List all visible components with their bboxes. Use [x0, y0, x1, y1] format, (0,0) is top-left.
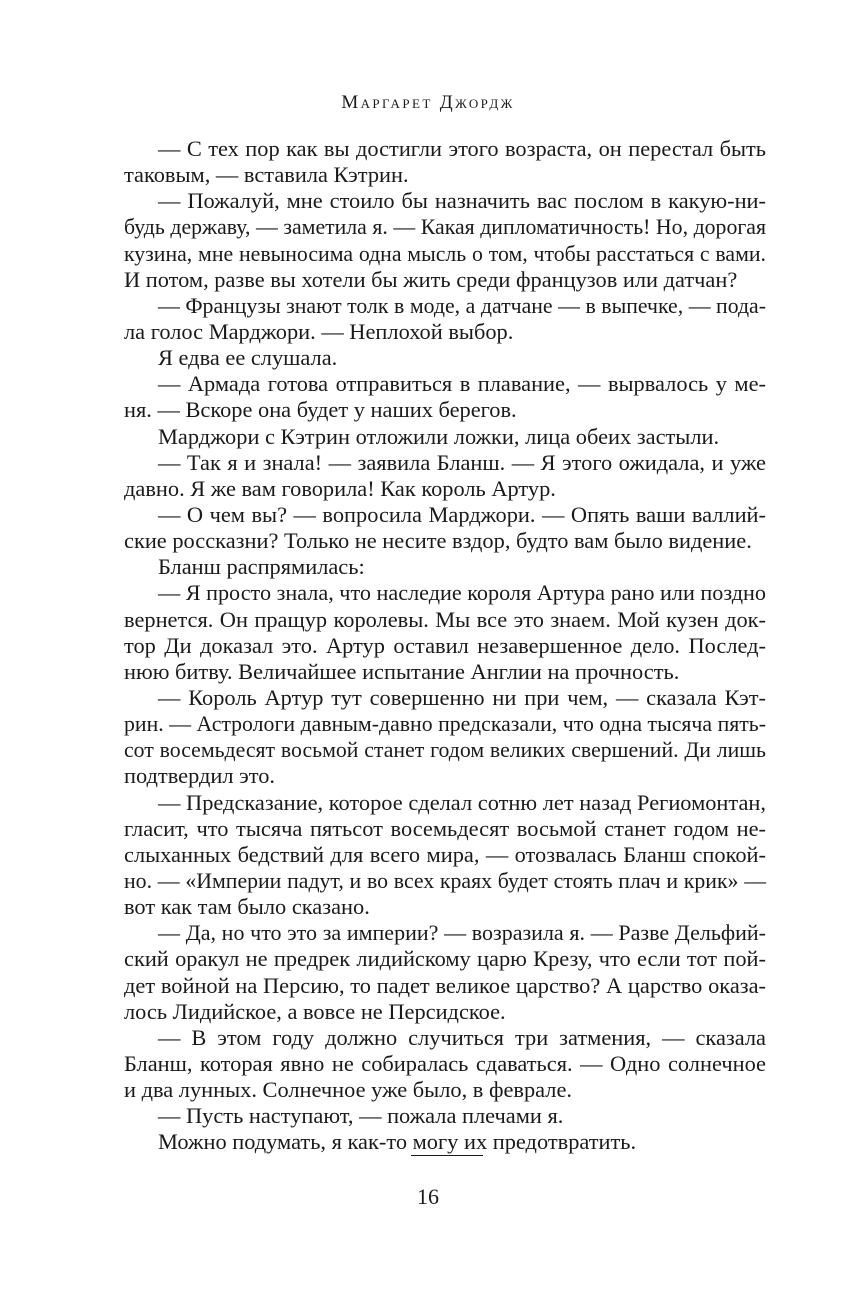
text-line: подтвердил это.	[124, 763, 276, 789]
footer-rule	[411, 1155, 483, 1156]
page-number: 16	[417, 1184, 439, 1209]
text-line: — Да, но что это за империи? — возразила я. — Разве Дельфий-	[158, 920, 766, 946]
text-line: Можно подумать, я как-то могу их предотвратить.	[158, 1129, 637, 1155]
text-line: рин. — Астрологи давным-давно предсказали, что одна тысяча пять-	[124, 712, 766, 737]
text-line: — Французы знают толк в моде, а датчане — в выпечке, — пода-	[158, 293, 766, 318]
text-line: — Пусть наступают, — пожала плечами я.	[158, 1103, 564, 1129]
text-line: — Король Артур тут совершенно ни при чем, — сказала Кэт-	[158, 684, 766, 710]
text-line: Я едва ее слушала.	[158, 345, 338, 371]
text-line: — Предсказание, которое сделал сотню лет назад Региомонтан,	[158, 789, 766, 815]
running-head: Маргарет Джордж	[341, 92, 515, 113]
text-line: — Я просто знала, что наследие короля Артура рано или поздно	[158, 580, 766, 606]
text-line: вот как там было сказано.	[124, 894, 370, 920]
text-line: Марджори с Кэтрин отложили ложки, лица обеих застыли.	[158, 423, 720, 449]
text-line: Бланш, которая явно не собиралась сдаваться. — Одно солнечное	[124, 1050, 766, 1076]
text-line: И потом, разве вы хотели бы жить среди французов или датчан?	[124, 266, 738, 292]
text-line: тор Ди доказал это. Артур оставил незавершенное дело. Послед-	[124, 632, 766, 658]
text-line: лось Лидийское, а вовсе не Персидское.	[124, 998, 506, 1024]
text-line: — Пожалуй, мне стоило бы назначить вас послом в какую-ни-	[158, 188, 766, 214]
text-line: гласит, что тысяча пятьсот восемьдесят восьмой станет годом не-	[124, 815, 766, 841]
text-line: ские россказни? Только не несите вздор, будто вам было видение.	[124, 528, 752, 554]
text-line: кузина, мне невыносима одна мысль о том, чтобы расстаться с вами.	[124, 241, 766, 266]
text-line: слыханных бедствий для всего мира, — отозвалась Бланш спокой-	[124, 841, 766, 867]
text-line: — О чем вы? — вопросила Марджори. — Опять ваши валлий-	[158, 501, 766, 527]
text-line: ский оракул не предрек лидийскому царю Крезу, что если тот пой-	[124, 946, 766, 972]
text-line: нюю битву. Величайшее испытание Англии на прочность.	[124, 658, 680, 684]
text-line: — Так я и знала! — заявила Бланш. — Я этого ожидала, и уже	[158, 449, 766, 475]
text-line: Бланш распрямилась:	[158, 554, 365, 580]
text-line: ня. — Вскоре она будет у наших берегов.	[124, 397, 517, 423]
body-text	[124, 136, 766, 1155]
text-line: ла голос Марджори. — Неплохой выбор.	[124, 318, 514, 344]
text-line: — Армада готова отправиться в плавание, — вырвалось у ме-	[158, 371, 766, 397]
text-line: давно. Я же вам говорила! Как король Артур.	[124, 475, 556, 501]
text-line: дет войной на Персию, то падет великое царство? А царство оказа-	[124, 972, 766, 998]
text-line: — В этом году должно случиться три затмения, — сказала	[158, 1024, 766, 1050]
text-line: таковым, — вставила Кэтрин.	[124, 162, 409, 188]
text-line: — С тех пор как вы достигли этого возраста, он перестал быть	[158, 136, 766, 161]
text-line: и два лунных. Солнечное уже было, в феврале.	[124, 1077, 573, 1103]
text-line: но. — «Империи падут, и во всех краях будет стоять плач и крик» —	[124, 868, 766, 893]
text-line: вернется. Он пращур королевы. Мы все это знаем. Мой кузен док-	[124, 606, 766, 632]
text-line: сот восемьдесят восьмой станет годом великих свершений. Ди лишь	[124, 738, 766, 763]
text-line: будь державу, — заметила я. — Какая дипломатичность! Но, дорогая	[124, 215, 766, 240]
